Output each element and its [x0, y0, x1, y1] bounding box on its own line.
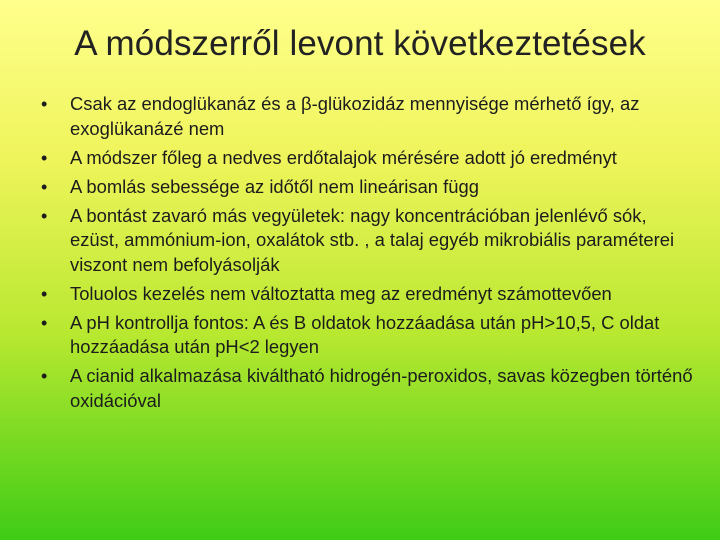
bullet-text: Csak az endoglükanáz és a β-glükozidáz mennyisége mérhető így, az exoglükanázé nem [70, 93, 640, 139]
bullet-text: A bomlás sebessége az időtől nem lineárisan függ [70, 175, 479, 197]
bullet-marker: • [41, 312, 48, 333]
bullet-text: A bontást zavaró más vegyületek: nagy koncentrációban jelenlévő sók, ezüst, ammónium-ion, oxalátok stb. , a talaj egyéb mikrobiális paraméterei viszont nem befolyásolják [70, 204, 675, 275]
bullet-marker: • [41, 147, 48, 168]
bullet-marker: • [41, 283, 48, 304]
bullet-text: A pH kontrollja fontos: A és B oldatok hozzáadása után pH>10,5, C oldat hozzáadása után pH<2 legyen [70, 311, 660, 357]
bullet-item [40, 92, 700, 141]
bullet-text: A módszer főleg a nedves erdőtalajok mérésére adott jó eredményt [70, 146, 617, 168]
bullet-list [40, 92, 700, 418]
bullet-marker: • [41, 176, 48, 197]
bullet-item [40, 364, 700, 413]
bullet-marker: • [41, 94, 48, 114]
bullet-marker: • [41, 205, 48, 226]
bullet-text: Toluolos kezelés nem változtatta meg az eredményt számottevően [70, 282, 612, 304]
bullet-text: A cianid alkalmazása kiváltható hidrogén-peroxidos, savas közegben történő oxidációval [70, 365, 693, 411]
bullet-item [40, 175, 700, 200]
bullet-item [40, 311, 700, 360]
bullet-item [40, 282, 700, 307]
bullet-item [40, 204, 700, 278]
bullet-item [40, 146, 700, 171]
bullet-marker: • [41, 366, 48, 386]
slide-title: A módszerről levont következtetések [74, 24, 646, 63]
